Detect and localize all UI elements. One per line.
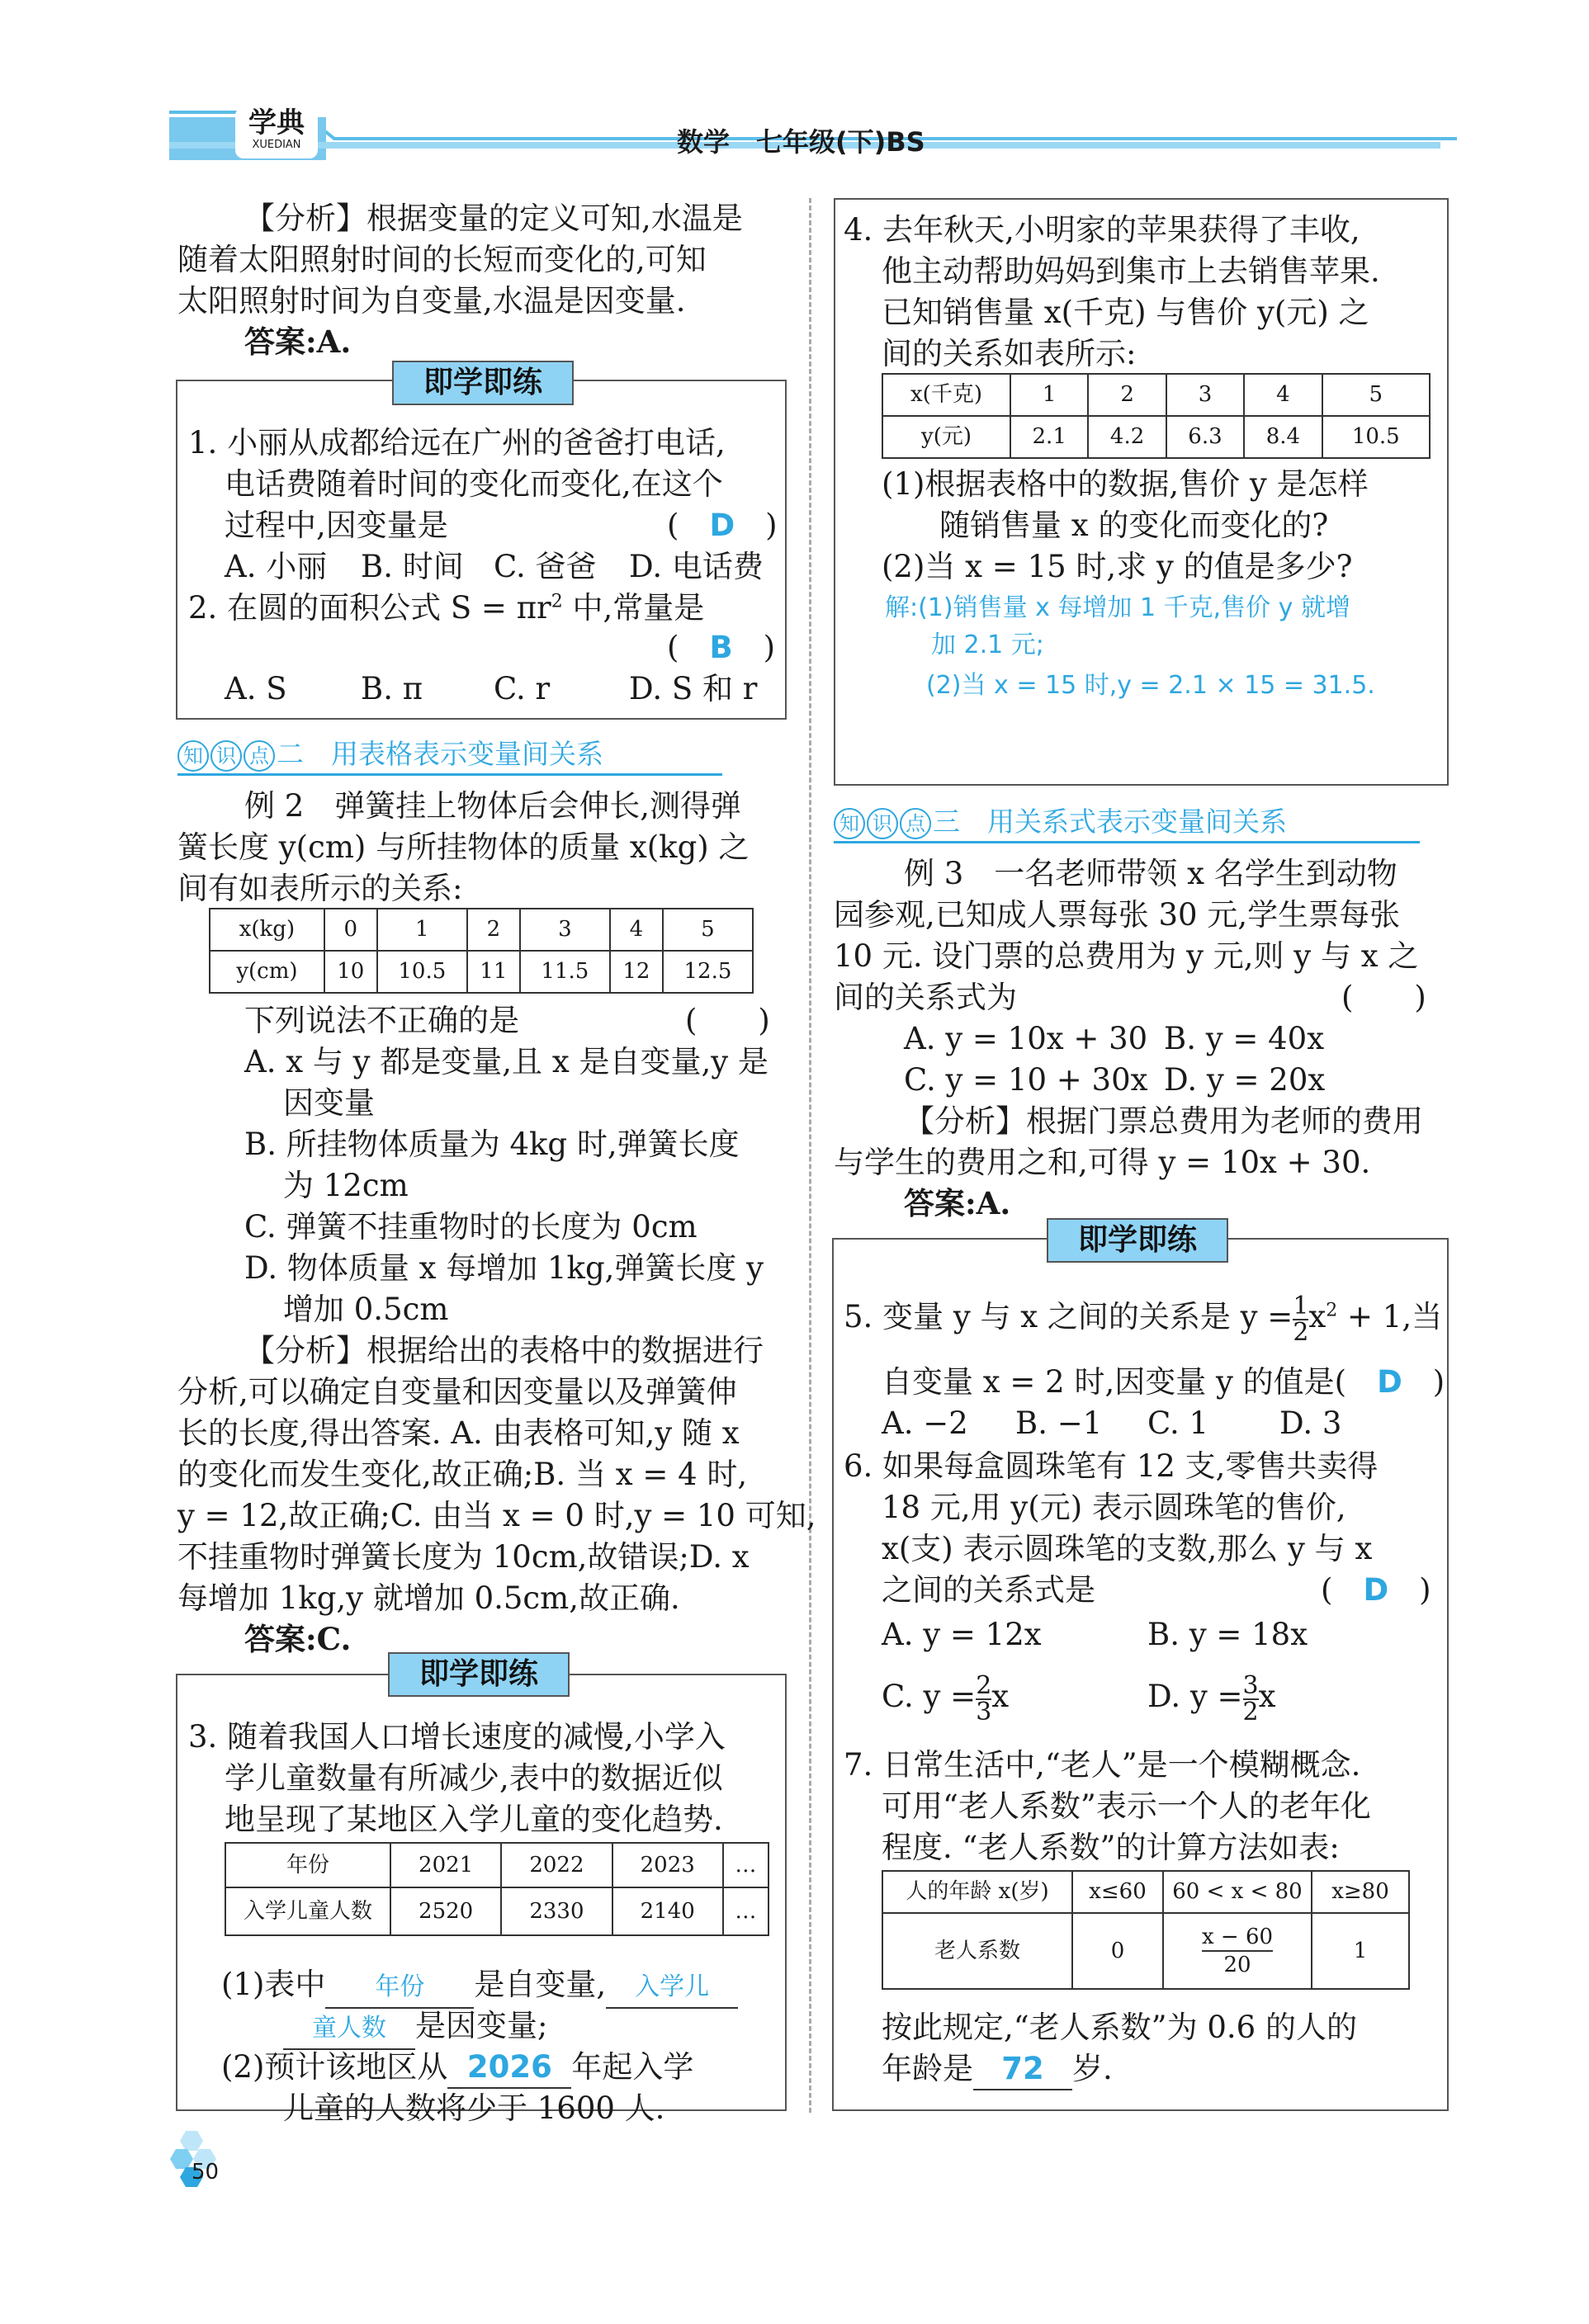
page-number: 50 [192,2160,220,2185]
analysis-line: 分析,可以确定自变量和因变量以及弹簧伸 [177,1374,737,1410]
question-line: 之间的关系式是 [882,1572,1095,1608]
question-line: 学儿童数量有所减少,表中的数据近似 [225,1760,723,1796]
option: A. x 与 y 都是变量,且 x 是自变量,y 是 [244,1044,768,1079]
question-line: 童人数 是因变量; [283,2005,547,2050]
option: D. y = $\frac{3}{2}$ x [1147,1670,1276,1726]
question-line: 自变量 x = 2 时,因变量 y 的值是( D ) [882,1364,1445,1400]
analysis-line: 【分析】根据变量的定义可知,水温是 [244,201,743,236]
question-line: 过程中,因变量是 [225,508,448,543]
column-divider [809,198,811,2113]
option: C. 弹簧不挂重物时的长度为 0cm [244,1209,698,1245]
question-line: (1)根据表格中的数据,售价 y 是怎样 [882,466,1369,502]
option: B. 所挂物体质量为 4kg 时,弹簧长度 [244,1127,740,1162]
analysis-line: 与学生的费用之和,可得 y = 10x + 30. [834,1145,1371,1180]
example-line: 簧长度 y(cm) 与所挂物体的质量 x(kg) 之 [177,829,750,865]
brand-logo: 学典 XUEDIAN [235,107,318,158]
example-line: 间有如表所示的关系: [177,871,463,906]
apple-sales-table: x(千克) 1 2 3 4 5 y(元) 2.1 4.2 6.3 8.4 10.5 [882,373,1431,459]
example-question: 下列说法不正确的是 [244,1003,519,1038]
question-line: 他主动帮助妈妈到集市上去销售苹果. [882,253,1380,289]
question-line: 已知销售量 x(千克) 与售价 y(元) 之 [882,295,1369,330]
analysis-line: 【分析】根据门票总费用为老师的费用 [904,1103,1423,1139]
question-line: 年龄是 72 岁. [882,2048,1113,2090]
option: B. −1 [1015,1405,1103,1441]
option: B. y = 18x [1147,1617,1308,1652]
option: C. y = $\frac{2}{3}$ x [882,1670,1010,1726]
solution-line: (2)当 x = 15 时,y = 2.1 × 15 = 31.5. [926,671,1375,700]
solution-line: 加 2.1 元; [931,631,1044,659]
option: C. r [494,671,551,706]
option: D. S 和 r [629,671,758,706]
knowledge-point-heading: 知 识 点 三 用关系式表示变量间关系 [834,802,1420,843]
option: D. 电话费 [629,549,764,584]
answer-bracket: ( ) [685,1003,770,1038]
question-line: 3. 随着我国人口增长速度的减慢,小学入 [188,1719,726,1755]
option: 增加 0.5cm [283,1292,449,1327]
example-line: 10 元. 设门票的总费用为 y 元,则 y 与 x 之 [834,938,1419,974]
question-line: 7. 日常生活中,“老人”是一个模糊概念. [844,1747,1361,1783]
question-line: 程度. “老人系数”的计算方法如表: [882,1830,1340,1865]
question-line: 5. 变量 y 与 x 之间的关系是 y = $\frac{1}{2}$ $x^2 + 1$,当 [844,1291,1443,1347]
question-line: 随销售量 x 的变化而变化的? [939,508,1329,543]
question-line: (1)表中 年份 是自变量, 入学儿 [221,1964,738,2009]
analysis-line: 太阳照射时间为自变量,水温是因变量. [177,283,686,319]
example-line: 园参观,已知成人票每张 30 元,学生票每张 [834,897,1401,933]
analysis-line: y = 12,故正确;C. 由当 x = 0 时,y = 10 可知, [177,1498,816,1533]
option: C. 1 [1147,1405,1209,1441]
option: A. −2 [882,1405,968,1441]
example-line: 例 2 弹簧挂上物体后会伸长,测得弹 [244,788,742,824]
analysis-line: 长的长度,得出答案. A. 由表格可知,y 随 x [177,1415,740,1451]
answer-bracket: ( D ) [1321,1572,1431,1608]
question-line: 按此规定,“老人系数”为 0.6 的人的 [882,2010,1357,2045]
answer-text: 答案:A. [244,324,352,360]
question-line: (2)预计该地区从 2026 年起入学 [221,2047,693,2089]
option: A. 小丽 [225,549,328,584]
question-line: 地呈现了某地区入学儿童的变化趋势. [225,1802,723,1837]
answer-bracket: ( D ) [667,508,778,543]
analysis-line: 每增加 1kg,y 就增加 0.5cm,故正确. [177,1580,680,1616]
option: D. 3 [1279,1405,1342,1441]
option: C. 爸爸 [494,549,597,584]
solution-line: 解:(1)销售量 x 每增加 1 千克,售价 y 就增 [885,593,1350,622]
practice-banner: 即学即练 [1047,1218,1228,1263]
question-line: 间的关系如表所示: [882,336,1137,371]
option: B. 时间 [361,549,464,584]
answer-text: 答案:C. [244,1621,352,1657]
question-line: (2)当 x = 15 时,求 y 的值是多少? [882,549,1353,584]
analysis-line: 【分析】根据给出的表格中的数据进行 [244,1333,764,1368]
question-line: 1. 小丽从成都给远在广州的爸爸打电话, [188,425,726,461]
practice-banner: 即学即练 [392,361,574,405]
knowledge-point-heading: 知 识 点 二 用表格表示变量间关系 [177,735,722,776]
analysis-line: 不挂重物时弹簧长度为 10cm,故错误;D. x [177,1539,750,1575]
option: D. y = 20x [1164,1062,1326,1098]
question-line: 6. 如果每盒圆珠笔有 12 支,零售共卖得 [844,1448,1379,1484]
question-line: 电话费随着时间的变化而变化,在这个 [225,466,723,502]
option: 因变量 [283,1085,375,1121]
option: 为 12cm [283,1168,409,1203]
enrollment-table: 年份 2021 2022 2023 … 入学儿童人数 2520 2330 2140 … [225,1842,769,1936]
option: D. 物体质量 x 每增加 1kg,弹簧长度 y [244,1250,764,1286]
example-line: 间的关系式为 [834,980,1017,1015]
header-subject: 数学 七年级(下)BS [677,126,925,158]
option: B. π [361,671,423,706]
option: A. y = 10x + 30 [904,1021,1148,1056]
question-line: x(支) 表示圆珠笔的支数,那么 y 与 x [882,1531,1373,1566]
elder-coefficient-table: 人的年龄 x(岁) x≤60 60 < x < 80 x≥80 老人系数 0 $\frac{x - 60}{20}$ 1 [882,1870,1410,1990]
question-line: 儿童的人数将少于 1600 人. [283,2090,665,2126]
answer-bracket: ( ) [1341,980,1426,1015]
option: C. y = 10 + 30x [904,1062,1148,1098]
option: A. y = 12x [882,1617,1042,1652]
analysis-line: 的变化而发生变化,故正确;B. 当 x = 4 时, [177,1457,748,1492]
spring-table: x(kg) 0 1 2 3 4 5 y(cm) 10 10.5 11 11.5 12 12.5 [209,908,754,994]
option: B. y = 40x [1164,1021,1325,1056]
option: A. S [225,671,287,706]
question-line: 可用“老人系数”表示一个人的老年化 [882,1788,1371,1824]
analysis-line: 随着太阳照射时间的长短而变化的,可知 [177,242,707,277]
question-line: 18 元,用 y(元) 表示圆珠笔的售价, [882,1490,1346,1525]
example-line: 例 3 一名老师带领 x 名学生到动物 [904,856,1397,891]
question-line: 2. 在圆的面积公式 $S = \pi r^2$ 中,常量是 [188,590,705,626]
answer-text: 答案:A. [904,1185,1011,1221]
answer-bracket: ( B ) [667,630,776,665]
question-line: 4. 去年秋天,小明家的苹果获得了丰收, [844,212,1360,248]
practice-banner: 即学即练 [388,1652,570,1697]
